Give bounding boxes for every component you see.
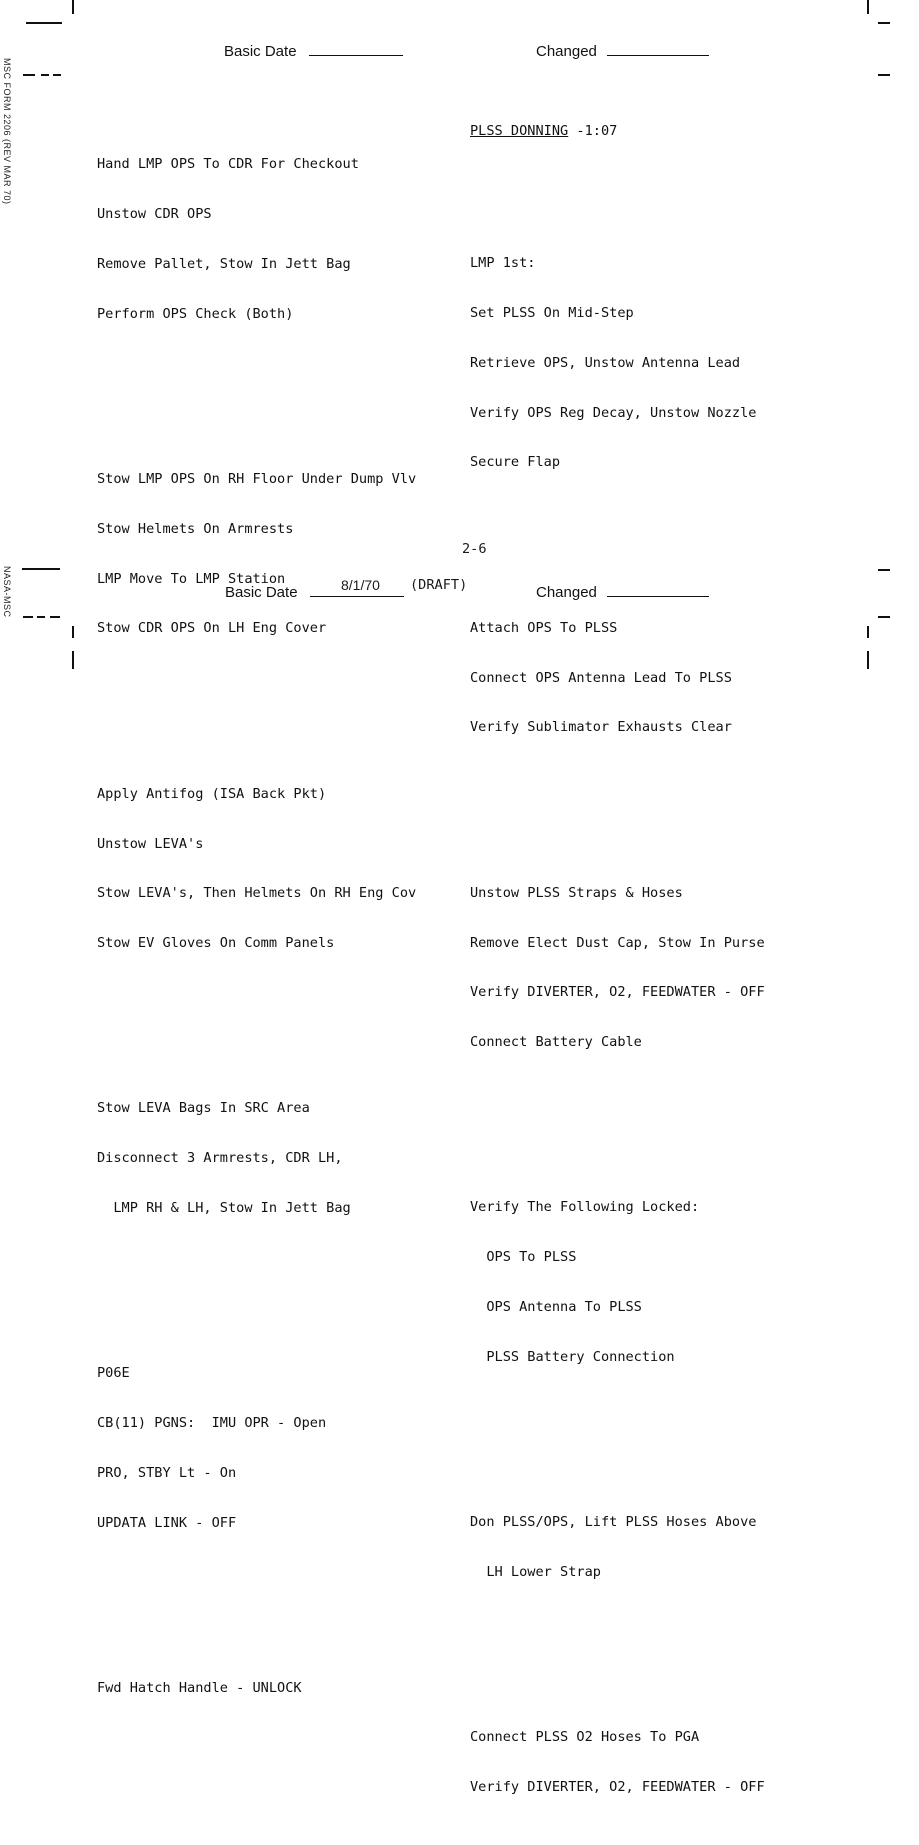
checklist-line: Verify The Following Locked: <box>470 1199 700 1216</box>
checklist-line: Stow LEVA's, Then Helmets On RH Eng Cov <box>97 885 417 902</box>
checklist-line: LMP 1st: <box>470 255 536 272</box>
checklist-line: Verify OPS Reg Decay, Unstow Nozzle <box>470 404 757 421</box>
right-group <box>470 1166 765 1398</box>
checklist-line: Connect Battery Cable <box>470 1034 642 1051</box>
checklist-line: Unstow CDR OPS <box>97 206 212 223</box>
edge-mark <box>878 569 890 571</box>
form-number-label: MSC FORM 2206 (REV MAR 70) <box>2 58 12 205</box>
right-group <box>470 222 765 504</box>
edge-mark <box>37 616 45 618</box>
edge-mark <box>72 626 74 638</box>
checklist-line: Verify Sublimator Exhausts Clear <box>470 719 732 736</box>
edge-mark <box>23 74 35 76</box>
edge-mark <box>878 74 890 76</box>
footer-basic-date-rule <box>310 596 404 597</box>
checklist-line: Stow EV Gloves On Comm Panels <box>97 935 335 952</box>
agency-label: NASA-MSC <box>2 566 12 618</box>
checklist-line: Perform OPS Check (Both) <box>97 305 294 322</box>
left-group <box>97 1332 416 1564</box>
edge-mark <box>867 0 869 14</box>
left-group <box>97 1067 416 1250</box>
checklist-line: Don PLSS/OPS, Lift PLSS Hoses Above <box>470 1514 757 1531</box>
checklist-line: Verify DIVERTER, O2, FEEDWATER - OFF <box>470 984 765 1001</box>
edge-mark <box>53 74 61 76</box>
left-group <box>97 123 416 355</box>
checklist-line: Disconnect 3 Armrests, CDR LH, <box>97 1150 343 1167</box>
header-basic-date <box>224 43 403 60</box>
footer-changed-label: Changed <box>536 584 597 601</box>
section-heading <box>470 123 765 140</box>
footer-changed <box>536 584 709 601</box>
edge-mark <box>22 568 60 570</box>
checklist-line: Secure Flap <box>470 454 561 471</box>
right-group <box>470 1481 765 1614</box>
edge-mark <box>878 22 890 24</box>
left-group <box>97 1647 416 1730</box>
checklist-line: PRO, STBY Lt - On <box>97 1464 237 1481</box>
footer-changed-rule <box>607 596 709 597</box>
section-title: PLSS DONNING <box>470 123 569 140</box>
page-number: 2-6 <box>462 541 487 557</box>
edge-mark <box>41 74 49 76</box>
checklist-line: Stow Helmets On Armrests <box>97 520 294 537</box>
footer-basic-date-value: 8/1/70 <box>341 577 380 593</box>
header-basic-date-label: Basic Date <box>224 43 297 60</box>
checklist-line: Retrieve OPS, Unstow Antenna Lead <box>470 354 741 371</box>
edge-mark <box>72 651 74 669</box>
header-basic-date-rule <box>309 55 403 56</box>
edge-mark <box>72 0 74 14</box>
edge-mark <box>26 22 62 24</box>
checklist-line: OPS To PLSS <box>470 1249 577 1266</box>
checklist-line: Connect PLSS O2 Hoses To PGA <box>470 1729 700 1746</box>
right-group <box>470 1696 765 1829</box>
section-time: -1:07 <box>568 123 618 140</box>
checklist-line: Hand LMP OPS To CDR For Checkout <box>97 156 359 173</box>
header-changed-rule <box>607 55 709 56</box>
checklist-line: LMP Move To LMP Station <box>97 570 286 587</box>
checklist-line: Stow LMP OPS On RH Floor Under Dump Vlv <box>97 471 417 488</box>
checklist-line: Apply Antifog (ISA Back Pkt) <box>97 785 327 802</box>
edge-mark <box>867 626 869 638</box>
checklist-line: UPDATA LINK - OFF <box>97 1514 237 1531</box>
edge-mark <box>867 651 869 669</box>
checklist-line: Remove Elect Dust Cap, Stow In Purse <box>470 934 765 951</box>
footer-basic-date-label: Basic Date <box>225 584 298 601</box>
checklist-line: Fwd Hatch Handle - UNLOCK <box>97 1680 302 1697</box>
checklist-line: Stow CDR OPS On LH Eng Cover <box>97 620 327 637</box>
header-changed-label: Changed <box>536 43 597 60</box>
checklist-line: Unstow LEVA's <box>97 835 204 852</box>
checklist-line: Unstow PLSS Straps & Hoses <box>470 884 683 901</box>
edge-mark <box>878 616 890 618</box>
checklist-line: Verify DIVERTER, O2, FEEDWATER - OFF <box>470 1779 765 1795</box>
checklist-line: OPS Antenna To PLSS <box>470 1298 642 1315</box>
footer-draft-note: (DRAFT) <box>410 577 468 593</box>
left-group <box>97 438 416 670</box>
edge-mark <box>23 616 33 618</box>
checklist-line: Attach OPS To PLSS <box>470 619 618 636</box>
right-column <box>470 90 765 1845</box>
checklist-line: LMP RH & LH, Stow In Jett Bag <box>97 1200 351 1216</box>
left-column <box>97 90 416 1746</box>
checklist-line: PLSS Battery Connection <box>470 1348 675 1365</box>
edge-mark <box>50 616 60 618</box>
checklist-line: P06E <box>97 1365 130 1382</box>
checklist-line: CB(11) PGNS: IMU OPR - Open <box>97 1415 327 1432</box>
right-group <box>470 852 765 1084</box>
checklist-line: LH Lower Strap <box>470 1563 601 1580</box>
checklist-line: Remove Pallet, Stow In Jett Bag <box>97 255 351 272</box>
right-group <box>470 587 765 770</box>
checklist-line: Set PLSS On Mid-Step <box>470 305 634 322</box>
checklist-line: Connect OPS Antenna Lead To PLSS <box>470 669 732 686</box>
header-changed <box>536 43 709 60</box>
left-group <box>97 753 416 985</box>
checklist-line: Stow LEVA Bags In SRC Area <box>97 1100 310 1117</box>
